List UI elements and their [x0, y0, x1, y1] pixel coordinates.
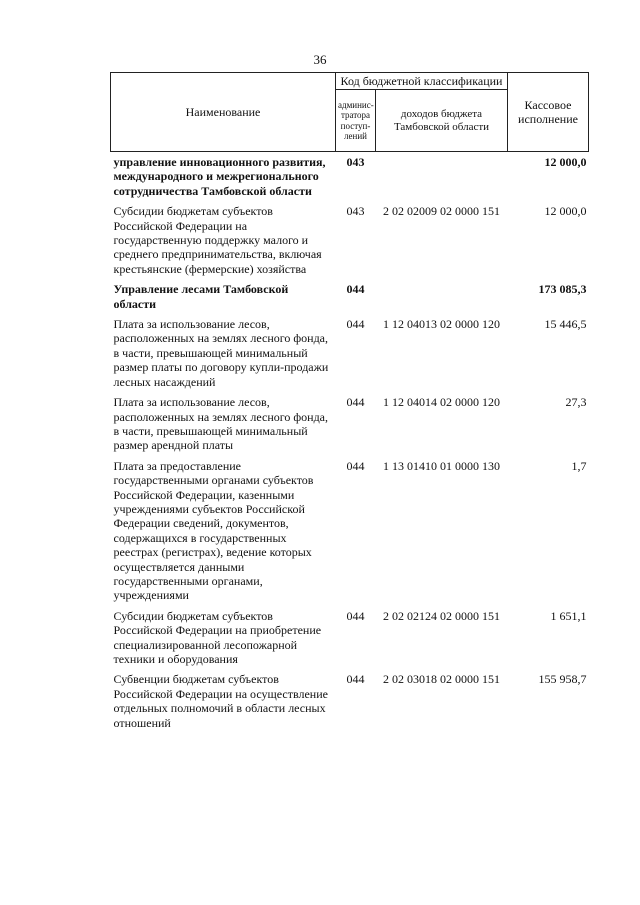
row-income-code: 1 13 01410 01 0000 130 [383, 458, 500, 473]
row-amount: 1 651,1 [550, 608, 587, 623]
row-amount: 27,3 [565, 395, 587, 410]
header-budget-code: Код бюджетной классификации [336, 73, 508, 90]
header-execution: Кассовое исполнение [508, 73, 589, 152]
row-admin-code: 044 [346, 458, 365, 473]
row-income-code [376, 276, 508, 311]
row-name: управление инновационного развития, международного и межрегионального сотрудничества Тамбовской области [113, 155, 326, 198]
table-row [111, 311, 589, 389]
row-income-code: 1 12 04013 02 0000 120 [383, 317, 500, 332]
row-admin-code: 044 [346, 395, 365, 410]
row-amount: 1,7 [571, 458, 587, 473]
header-administrator: админис-тратора поступ-лений [336, 90, 376, 152]
row-amount: 12 000,0 [544, 155, 587, 169]
row-admin-code: 043 [346, 204, 365, 219]
row-admin-code: 044 [346, 672, 365, 687]
row-amount: 15 446,5 [544, 317, 587, 332]
row-income-code [376, 152, 508, 199]
table-row [111, 666, 589, 730]
table-row [111, 603, 589, 667]
row-admin-code: 044 [346, 317, 365, 332]
row-amount: 173 085,3 [538, 282, 587, 297]
row-income-code: 2 02 02124 02 0000 151 [383, 608, 500, 623]
table-header [111, 73, 589, 152]
row-amount: 155 958,7 [538, 672, 587, 687]
table-row [111, 453, 589, 603]
row-amount: 12 000,0 [544, 204, 587, 219]
row-admin-code: 044 [346, 608, 365, 623]
row-income-code: 2 02 03018 02 0000 151 [383, 672, 500, 687]
page-number: 36 [313, 52, 327, 67]
table-row [111, 389, 589, 453]
row-name: Плата за предоставление государственными органами субъектов Российской Федерации, казенными учреждениями субъектов Российской Федерации сведений, документов, содержащихся в государственных реестрах (регистрах), ведение которых осуществляется данными государственными органами, учреждениями [113, 458, 314, 603]
row-admin-code: 044 [346, 282, 365, 297]
row-name: Плата за использование лесов, расположенных на землях лесного фонда, в части, превышающей минимальный размер арендной платы [113, 395, 328, 453]
row-income-code: 1 12 04014 02 0000 120 [383, 395, 500, 410]
row-name: Субвенции бюджетам субъектов Российской Федерации на осуществление отдельных полномочий в области лесных отношений [113, 672, 328, 730]
header-income: доходов бюджета Тамбовской области [376, 90, 508, 152]
table-row [111, 152, 589, 199]
row-income-code: 2 02 02009 02 0000 151 [383, 204, 500, 219]
table-row [111, 198, 589, 276]
row-name: Управление лесами Тамбовской области [113, 282, 289, 311]
row-admin-code: 043 [346, 155, 365, 169]
header-name: Наименование [111, 73, 336, 152]
budget-table [110, 72, 589, 730]
row-name: Субсидии бюджетам субъектов Российской Федерации на приобретение специализированной лесопожарной техники и оборудования [113, 608, 322, 666]
row-name: Плата за использование лесов, расположенных на землях лесного фонда, в части, превышающей минимальный размер платы по договору купли-продажи лесных насаждений [113, 317, 329, 389]
row-name: Субсидии бюджетам субъектов Российской Федерации на государственную поддержку малого и среднего предпринимательства, включая крестьянские (фермерские) хозяйства [113, 204, 322, 276]
table-row [111, 276, 589, 311]
